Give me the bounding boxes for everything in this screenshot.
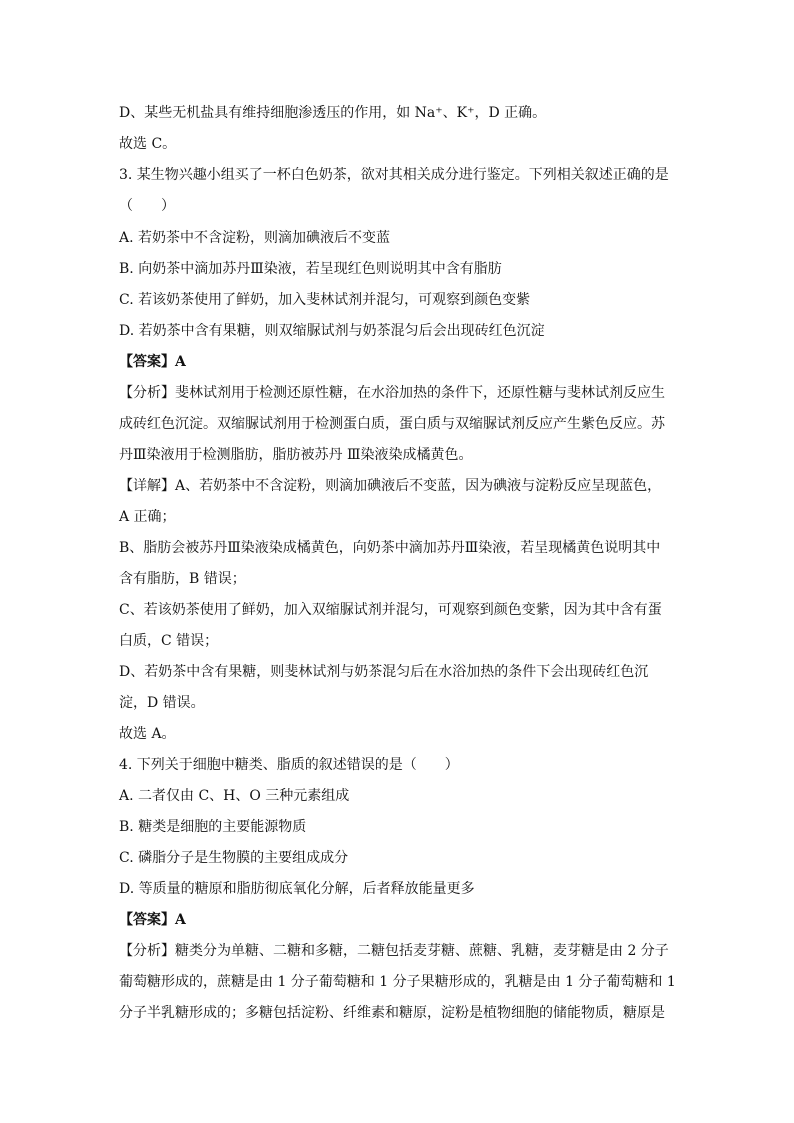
option-d: D. 若奶茶中含有果糖，则双缩脲试剂与奶茶混匀后会出现砖红色沉淀 <box>119 323 545 339</box>
analysis-line: 丹Ⅲ染液用于检测脂肪，脂肪被苏丹 Ⅲ染液染成橘黄色。 <box>119 447 473 463</box>
analysis-line: 【分析】糖类分为单糖、二糖和多糖，二糖包括麦芽糖、蔗糖、乳糖，麦芽糖是由 2 分子 <box>119 943 669 959</box>
question-3-bracket: （ ） <box>119 198 175 214</box>
detail-line: 【详解】A、若奶茶中不含淀粉，则滴加碘液后不变蓝，因为碘液与淀粉反应呈现蓝色， <box>119 478 662 494</box>
text-line: D、某些无机盐具有维持细胞渗透压的作用，如 Na⁺、K⁺，D 正确。 <box>119 105 547 121</box>
answer-label: 【答案】A <box>119 912 186 928</box>
text-line: 故选 C。 <box>119 136 177 152</box>
detail-line: A 正确； <box>119 509 176 525</box>
option-b: B. 糖类是细胞的主要能源物质 <box>119 819 307 835</box>
option-d: D. 等质量的糖原和脂肪彻底氧化分解，后者释放能量更多 <box>119 881 475 897</box>
analysis-line: 【分析】斐林试剂用于检测还原性糖，在水浴加热的条件下，还原性糖与斐林试剂反应生 <box>119 385 665 401</box>
analysis-line: 葡萄糖形成的，蔗糖是由 1 分子葡萄糖和 1 分子果糖形成的，乳糖是由 1 分子葡萄糖和 1 <box>119 974 676 990</box>
detail-line: 含有脂肪，B 错误； <box>119 571 246 587</box>
option-a: A. 若奶茶中不含淀粉，则滴加碘液后不变蓝 <box>119 230 391 246</box>
detail-line: B、脂肪会被苏丹Ⅲ染液染成橘黄色，向奶茶中滴加苏丹Ⅲ染液，若呈现橘黄色说明其中 <box>119 540 661 556</box>
detail-line: C、若该奶茶使用了鲜奶，加入双缩脲试剂并混匀，可观察到颜色变紫，因为其中含有蛋 <box>119 602 662 618</box>
detail-line: 白质，C 错误； <box>119 633 219 649</box>
detail-line: 淀，D 错误。 <box>119 695 205 711</box>
answer-label: 【答案】A <box>119 354 186 370</box>
option-c: C. 磷脂分子是生物膜的主要组成成分 <box>119 850 349 866</box>
option-a: A. 二者仅由 C、H、O 三种元素组成 <box>119 788 350 804</box>
analysis-line: 成砖红色沉淀。双缩脲试剂用于检测蛋白质，蛋白质与双缩脲试剂反应产生紫色反应。苏 <box>119 416 665 432</box>
detail-line: D、若奶茶中含有果糖，则斐林试剂与奶茶混匀后在水浴加热的条件下会出现砖红色沉 <box>119 664 649 680</box>
text-line: 故选 A。 <box>119 726 176 742</box>
option-b: B. 向奶茶中滴加苏丹Ⅲ染液，若呈现红色则说明其中含有脂肪 <box>119 261 502 277</box>
option-c: C. 若该奶茶使用了鲜奶，加入斐林试剂并混匀，可观察到颜色变紫 <box>119 292 531 308</box>
analysis-line: 分子半乳糖形成的；多糖包括淀粉、纤维素和糖原，淀粉是植物细胞的储能物质，糖原是 <box>119 1005 665 1021</box>
question-3-stem: 3. 某生物兴趣小组买了一杯白色奶茶，欲对其相关成分进行鉴定。下列相关叙述正确的是 <box>119 167 669 183</box>
question-4-stem: 4. 下列关于细胞中糖类、脂质的叙述错误的是（ ） <box>119 757 459 773</box>
